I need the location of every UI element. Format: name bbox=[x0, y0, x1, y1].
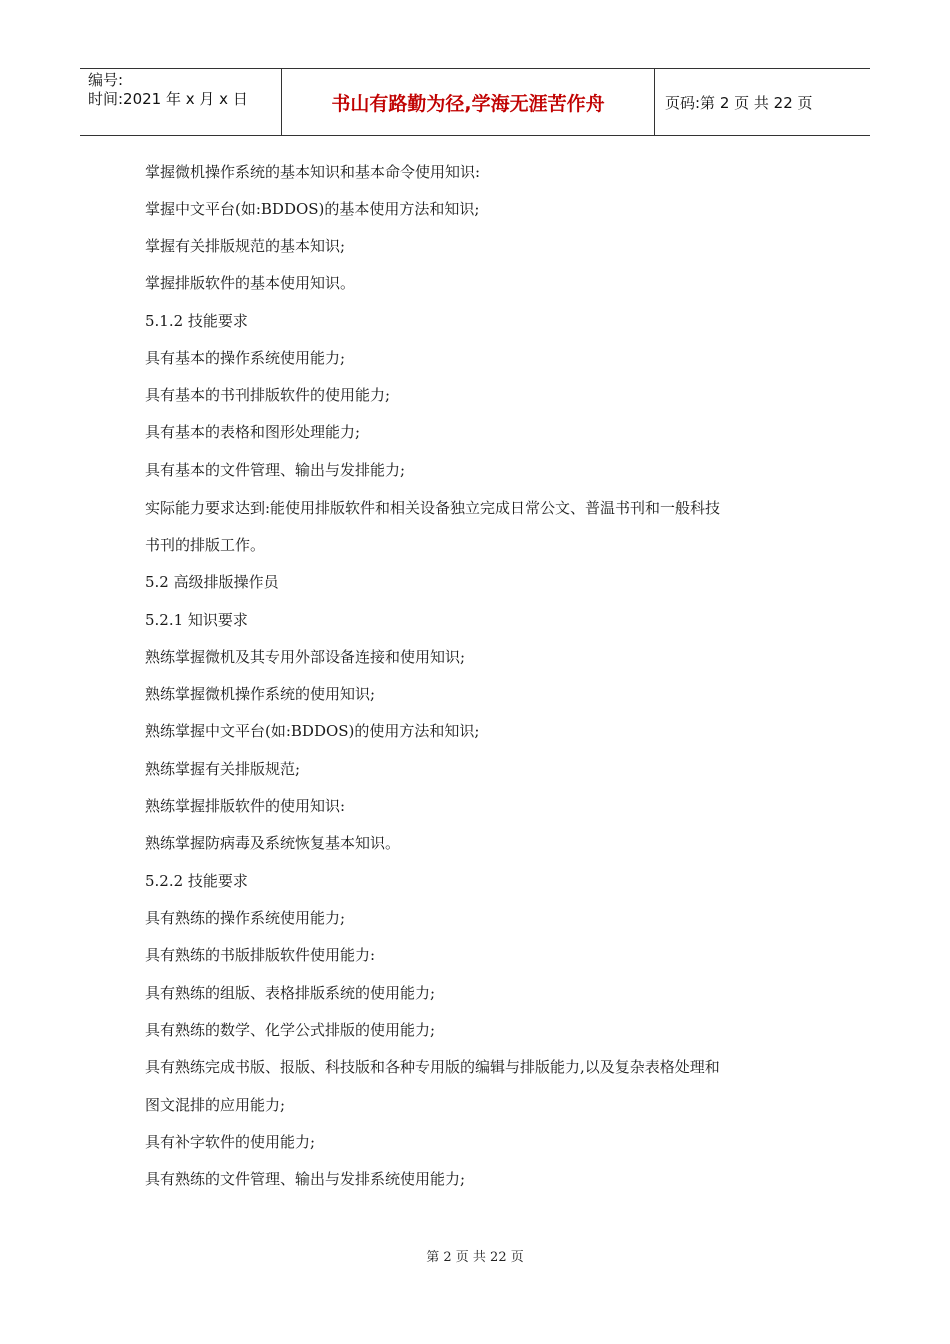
time-label: 时间:2021 年 x 月 x 日 bbox=[88, 90, 248, 108]
section-heading: 5.1.2 技能要求 bbox=[145, 312, 248, 330]
section-heading: 5.2.1 知识要求 bbox=[145, 611, 248, 629]
text-line: 具有基本的操作系统使用能力; bbox=[145, 349, 346, 367]
section-heading: 5.2 高级排版操作员 bbox=[145, 573, 279, 591]
text-line: 熟练掌握防病毒及系统恢复基本知识。 bbox=[145, 834, 401, 852]
text-line: 掌握中文平台(如:BDDOS)的基本使用方法和知识; bbox=[145, 200, 480, 218]
text-line: 熟练掌握微机操作系统的使用知识; bbox=[145, 685, 376, 703]
page-footer: 第 2 页 共 22 页 bbox=[426, 1250, 524, 1265]
text-line: 具有熟练的书版排版软件使用能力: bbox=[145, 946, 376, 964]
text-line: 实际能力要求达到:能使用排版软件和相关设备独立完成日常公文、普温书刊和一般科技 bbox=[145, 499, 721, 517]
header-page-info: 页码:第 2 页 共 22 页 bbox=[665, 93, 813, 112]
text-line: 具有熟练的文件管理、输出与发排系统使用能力; bbox=[145, 1170, 466, 1188]
header-motto: 书山有路勤为径,学海无涯苦作舟 bbox=[282, 69, 655, 135]
text-line: 具有补字软件的使用能力; bbox=[145, 1133, 316, 1151]
text-line: 掌握微机操作系统的基本知识和基本命令使用知识: bbox=[145, 163, 481, 181]
header-meta bbox=[80, 69, 282, 135]
text-line: 具有熟练的数学、化学公式排版的使用能力; bbox=[145, 1021, 436, 1039]
text-line: 熟练掌握排版软件的使用知识: bbox=[145, 797, 346, 815]
text-line: 熟练掌握有关排版规范; bbox=[145, 760, 301, 778]
text-line: 具有基本的书刊排版软件的使用能力; bbox=[145, 386, 391, 404]
text-line: 具有熟练完成书版、报版、科技版和各种专用版的编辑与排版能力,以及复杂表格处理和 bbox=[145, 1058, 720, 1076]
section-heading: 5.2.2 技能要求 bbox=[145, 872, 248, 890]
text-line: 熟练掌握微机及其专用外部设备连接和使用知识; bbox=[145, 648, 466, 666]
text-line: 具有熟练的组版、表格排版系统的使用能力; bbox=[145, 984, 436, 1002]
text-line: 书刊的排版工作。 bbox=[145, 536, 266, 554]
text-line: 掌握有关排版规范的基本知识; bbox=[145, 237, 346, 255]
text-line: 具有基本的文件管理、输出与发排能力; bbox=[145, 461, 406, 479]
text-line: 具有基本的表格和图形处理能力; bbox=[145, 423, 361, 441]
number-label: 编号: bbox=[88, 71, 124, 89]
text-line: 图文混排的应用能力; bbox=[145, 1096, 286, 1114]
text-line: 具有熟练的操作系统使用能力; bbox=[145, 909, 346, 927]
text-line: 掌握排版软件的基本使用知识。 bbox=[145, 274, 356, 292]
page-header bbox=[80, 68, 870, 136]
text-line: 熟练掌握中文平台(如:BDDOS)的使用方法和知识; bbox=[145, 722, 480, 740]
